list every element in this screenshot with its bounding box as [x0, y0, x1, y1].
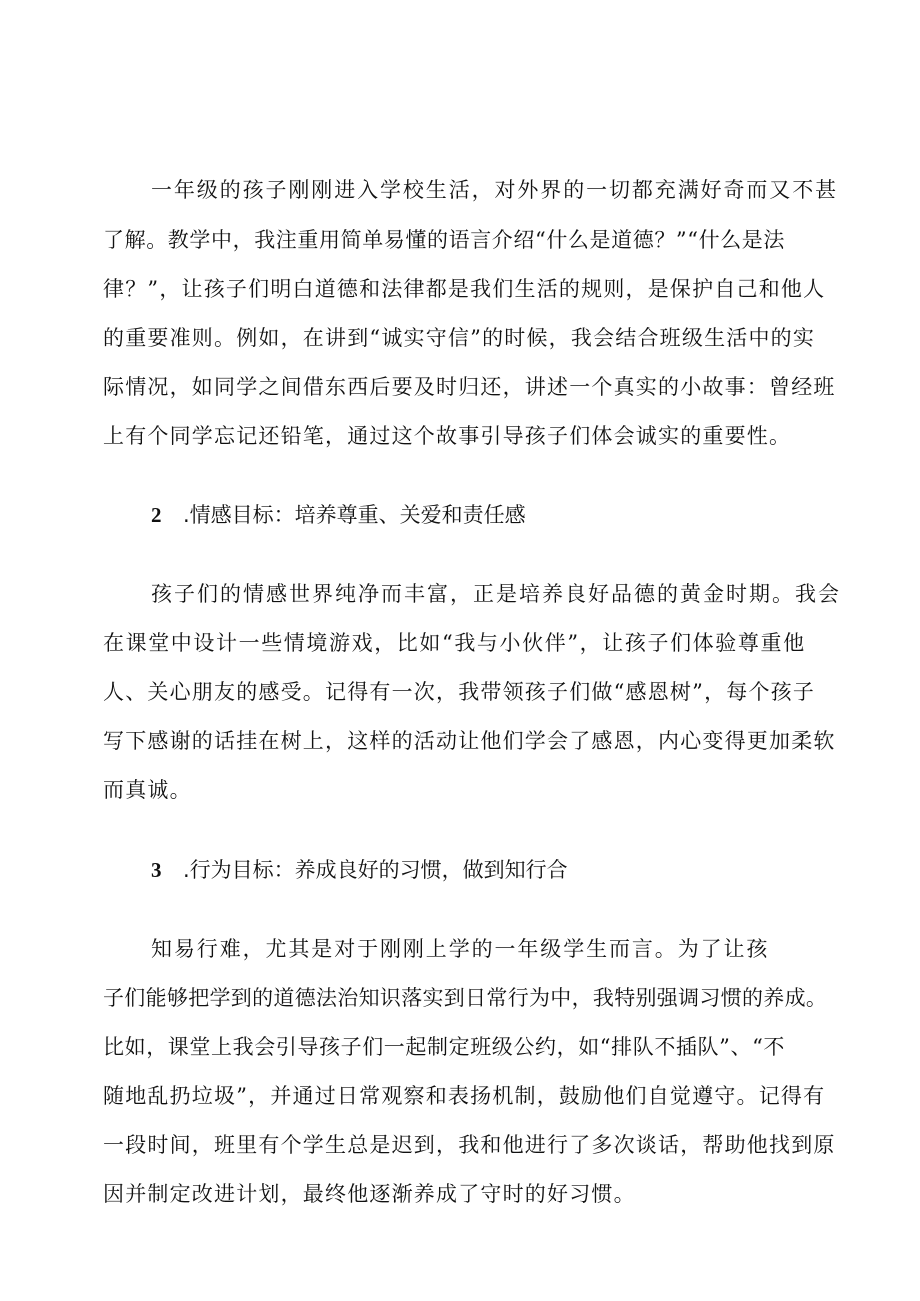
paragraph-line: 了解。教学中，我注重用简单易懂的语言介绍“什么是道德？”“什么是法: [103, 228, 786, 252]
heading-number: 3: [151, 858, 162, 882]
paragraph-line: 际情况，如同学之间借东西后要及时归还，讲述一个真实的小故事：曾经班: [103, 375, 836, 399]
paragraph-line: 一年级的孩子刚刚进入学校生活，对外界的一切都充满好奇而又不甚: [151, 178, 838, 202]
paragraph-line: 因并制定改进计划，最终他逐渐养成了守时的好习惯。: [103, 1182, 636, 1206]
paragraph-line: 随地乱扔垃圾”，并通过日常观察和表扬机制，鼓励他们自觉遵守。记得有: [103, 1084, 826, 1108]
paragraph-line: 人、关心朋友的感受。记得有一次，我带领孩子们做“感恩树”，每个孩子: [103, 680, 816, 704]
paragraph-line: 写下感谢的话挂在树上，这样的活动让他们学会了感恩，内心变得更加柔软: [103, 729, 836, 753]
heading-number: 2: [151, 503, 162, 527]
paragraph-line: 孩子们的情感世界纯净而丰富，正是培养良好品德的黄金时期。我会: [151, 582, 841, 606]
paragraph-line: 知易行难，尤其是对于刚刚上学的一年级学生而言。为了让孩: [151, 937, 770, 961]
paragraph-line: 比如，课堂上我会引导孩子们一起制定班级公约，如“排队不插队”、“不: [103, 1035, 786, 1059]
paragraph-line: 的重要准则。例如，在讲到“诚实守信”的时候，我会结合班级生活中的实: [103, 326, 816, 350]
paragraph-line: 一段时间，班里有个学生总是迟到，我和他进行了多次谈话，帮助他找到原: [103, 1133, 836, 1157]
heading-text: .情感目标：培养尊重、关爱和责任感: [183, 503, 526, 527]
paragraph-line: 律？”，让孩子们明白道德和法律都是我们生活的规则，是保护自己和他人: [103, 277, 826, 301]
section-heading-3: [151, 855, 568, 885]
heading-text: .行为目标：养成良好的习惯，做到知行合: [183, 858, 568, 882]
paragraph-line: 子们能够把学到的道德法治知识落实到日常行为中，我特别强调习惯的养成。: [103, 986, 828, 1010]
paragraph-line: 而真诚。: [103, 778, 192, 802]
section-heading-2: [151, 500, 526, 530]
paragraph-line: 在课堂中设计一些情境游戏，比如“我与小伙伴”，让孩子们体验尊重他: [103, 631, 806, 655]
paragraph-line: 上有个同学忘记还铅笔，通过这个故事引导孩子们体会诚实的重要性。: [103, 424, 792, 448]
